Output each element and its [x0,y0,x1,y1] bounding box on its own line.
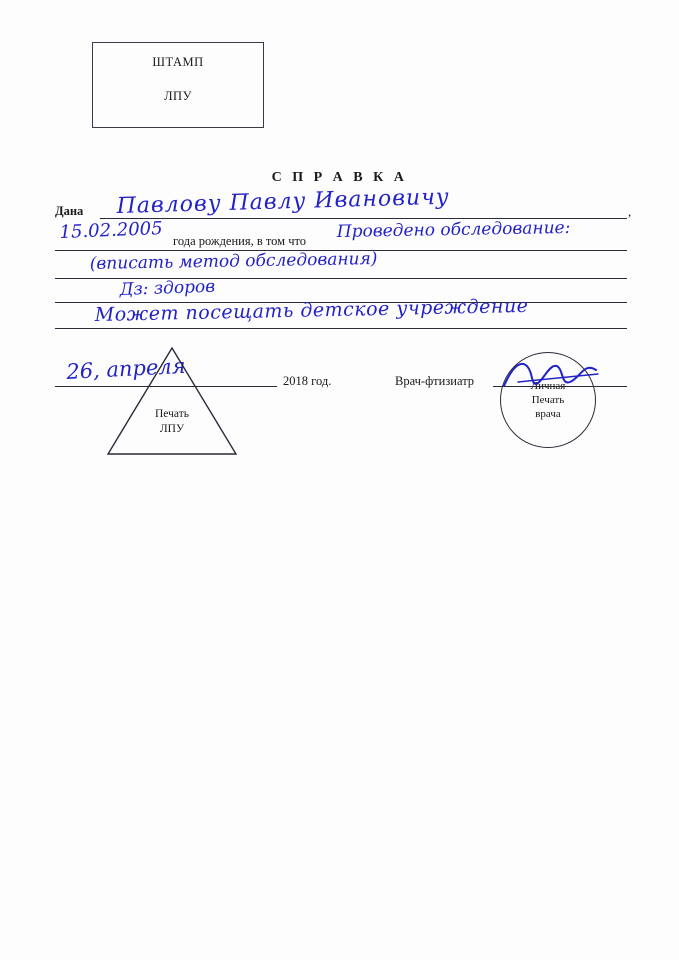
round-seal-doctor [500,352,596,448]
birthdate-value-handwritten: 15.02.2005 [59,218,163,243]
birthdate-label: года рождения, в том что [173,234,307,248]
round-seal-line-2: Печать [531,394,565,406]
conclusion-handwritten: Может посещать детское учреждение [94,294,529,326]
finding-line-3-handwritten: Дз: здоров [119,276,216,300]
round-seal-line-3: врача [535,408,561,420]
given-trailing-comma: , [628,204,632,219]
round-seal-text [501,379,595,421]
doctor-label: Врач-фтизиатр [395,374,475,388]
finding-line-2-handwritten: (вписать метод обследования) [89,248,378,274]
stamp-line-2: ЛПУ [164,89,192,103]
triangle-seal-text [105,407,239,437]
lpu-stamp-box [92,42,264,128]
stamp-line-1: ШТАМП [152,55,204,69]
conclusion-rule [55,328,627,329]
finding-line-1-handwritten: Проведено обследование: [336,217,571,242]
page-title: С П Р А В К А [271,170,408,185]
date-year-label: 2018 год. [283,374,332,388]
round-seal-line-1: Личная [530,380,566,392]
triangle-seal-lpu [105,345,239,457]
row-given-to [55,184,635,221]
triangle-seal-line-1: Печать [155,408,189,420]
triangle-seal-line-2: ЛПУ [159,423,185,435]
given-label: Дана [55,204,84,218]
given-value-handwritten: Павлову Павлу Ивановичу [116,184,450,219]
date-handwritten: 26, апреля [65,353,187,384]
